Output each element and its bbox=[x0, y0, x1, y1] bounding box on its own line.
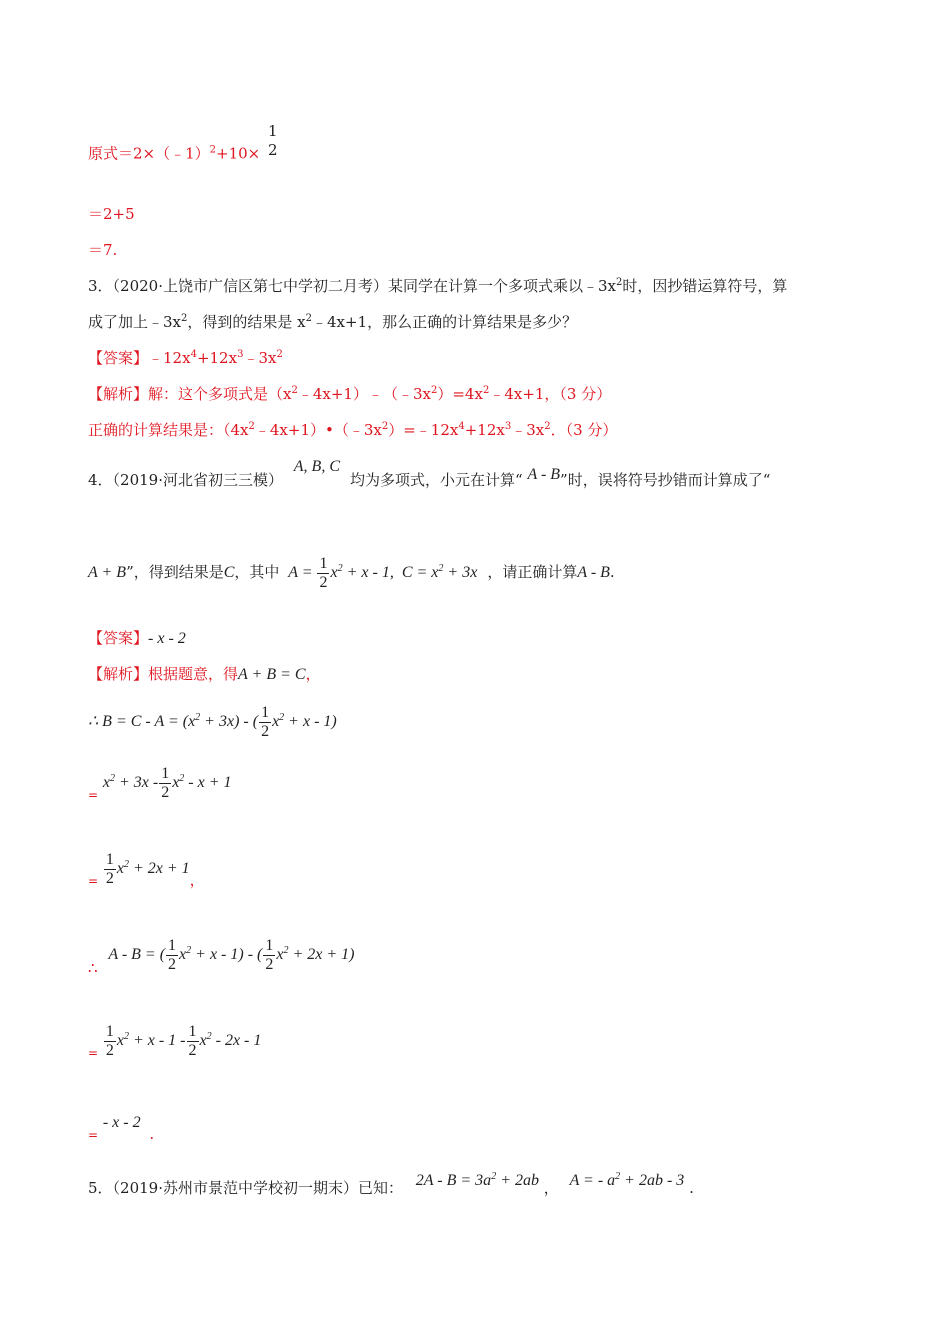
q4-analysis: 【解析】根据题意，得A + B = C， bbox=[88, 665, 321, 683]
q3-line-2: 成了加上$﹣3x^2$，得到的结果是 $x^2﹣4x+1$，那么正确的计算结果是多少？ bbox=[88, 313, 578, 331]
q4-line-2: A + B”，得到结果是C，其中 A = $\frac{1}{2}$ $x^2 + x - 1$, $C = x^2 + 3x$ ，请正确计算A - B. bbox=[88, 554, 615, 591]
q4-given-a: A = $\frac{1}{2}$ $x^2 + x - 1$, $C = x^2 + 3x$ bbox=[288, 554, 478, 591]
q5-line-1: 5．（2019·苏州市景范中学校初一期末）已知： $2A - B = 3a^2 + 2ab$ ， A = - $a^2 + 2ab - 3$ . bbox=[88, 1171, 694, 1197]
q4-step-4: ∴ A - B = ( $\frac{1}{2}$ $x^2 + x - 1$) - ( $\frac{1}{2}$ $x^2 + 2x + 1$) bbox=[88, 936, 355, 977]
q3-number: 3． bbox=[88, 277, 113, 295]
fraction-one-half: $\frac{1}{2}$ bbox=[268, 122, 278, 159]
q3-source: （2020·上饶市广信区第七中学初二月考） bbox=[112, 277, 388, 295]
q4-step-6: $_=$ - x - 2 . bbox=[88, 1114, 155, 1143]
q3-answer: 【答案】$﹣12x^4+12x^3﹣3x^2$ bbox=[88, 349, 283, 367]
prev-step-3: ＝7. bbox=[88, 241, 118, 259]
q4-line-1: 4．（2019·河北省初三三模） A, B, C均为多项式，小元在计算“ A - B”时，误将符号抄错而计算成了“ bbox=[88, 458, 771, 489]
q4-step-2: $_=$ $x^2 + 3x$ - $\frac{1}{2}$ $x^2 - x + 1$ bbox=[88, 764, 232, 802]
analysis-tag: 【解析】 bbox=[88, 385, 149, 403]
q4-answer: 【答案】- x - 2 bbox=[88, 629, 186, 647]
q4-number: 4． bbox=[88, 471, 113, 489]
q5-number: 5． bbox=[88, 1179, 113, 1197]
analysis-tag: 【解析】 bbox=[88, 665, 149, 683]
q4-step-5: $_=$ $\frac{1}{2}$ $x^2 + x - 1$ - $\frac{1}{2}$ $x^2 - 2x - 1$ bbox=[88, 1022, 262, 1060]
prev-step-1: 原式＝2×（﹣1）$^2$+10× $\frac{1}{2}$ bbox=[88, 122, 278, 163]
q4-source: （2019·河北省初三三模） bbox=[112, 471, 283, 489]
answer-tag: 【答案】 bbox=[88, 349, 149, 367]
q3-line-1: 3．（2020·上饶市广信区第七中学初二月考）某同学在计算一个多项式乘以$﹣3x^2$时，因抄错运算符号，算 bbox=[88, 277, 788, 295]
q5-source: （2019·苏州市景范中学校初一期末） bbox=[112, 1179, 358, 1197]
q3-correct-result: 正确的计算结果是：$(4x^2﹣4x+1)•(﹣3x^2)=﹣12x^4+12x^3﹣3x^2$．（3 分） bbox=[88, 421, 618, 439]
q3-analysis: 【解析】解：这个多项式是$(x^2﹣4x+1)﹣(﹣3x^2)=4x^2﹣4x+1$，（3 分） bbox=[88, 385, 612, 403]
prev-step-2: ＝2+5 bbox=[88, 205, 135, 223]
q4-step-3: $_=$ $\frac{1}{2}$ $x^2 + 2x + 1$， bbox=[88, 850, 205, 889]
q4-step-1: ∴ $B = C - A = (x^2 + 3x)$ - ( $\frac{1}{2}$ $x^2 + x - 1$) bbox=[88, 703, 337, 740]
answer-tag: 【答案】 bbox=[88, 629, 149, 647]
